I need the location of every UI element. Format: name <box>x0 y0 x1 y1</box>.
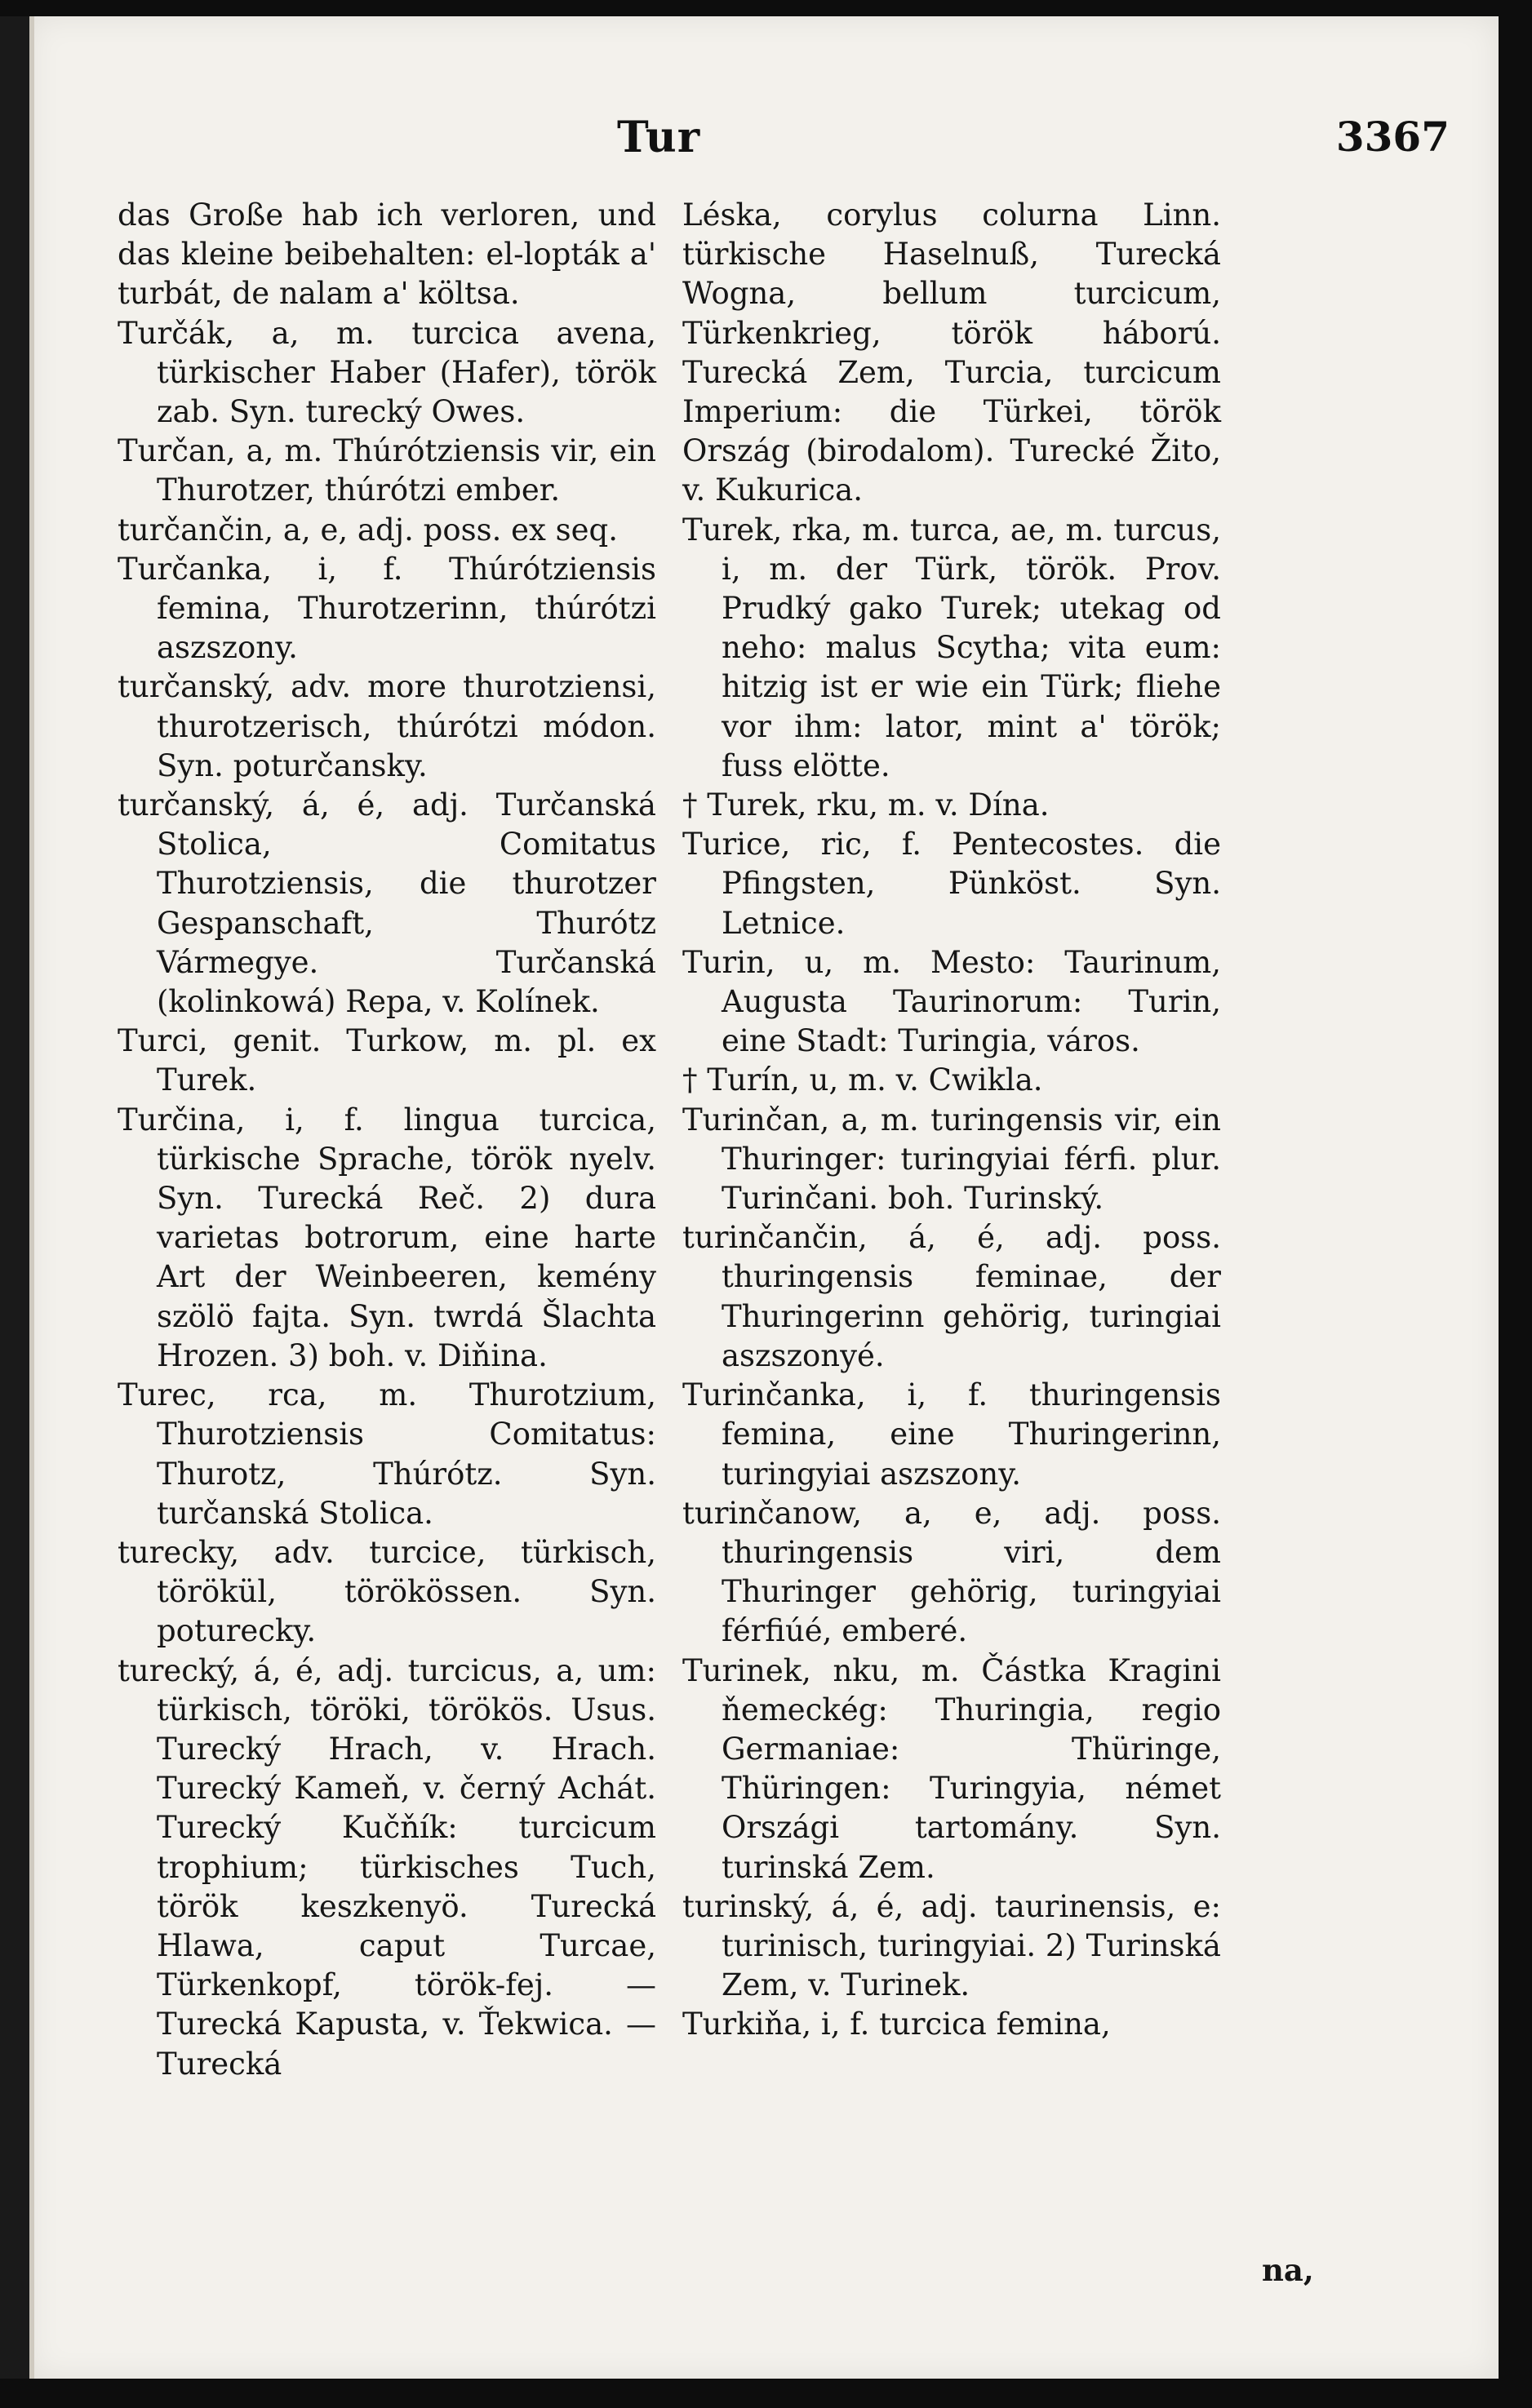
entry: turčanský, á, é, adj. Turčanská Stolica, Comitatus Thurotziensis, die thurotzer Gespanschaft, Thurótz Vármegye. Turčanská (kolinkowá) Repa, v. Kolínek. <box>118 787 656 1020</box>
binding-gutter <box>29 16 34 2379</box>
right-column <box>682 196 1221 2045</box>
running-head: Tur <box>617 113 701 162</box>
dictionary-page <box>29 16 1499 2379</box>
entry: turčanský, adv. more thurotziensi, thurotzerisch, thúrótzi módon. Syn. poturčansky. <box>118 669 656 783</box>
entry: Turice, ric, f. Pentecostes. die Pfingsten, Pünköst. Syn. Letnice. <box>682 827 1221 941</box>
entry: Turinčanka, i, f. thuringensis femina, eine Thuringerinn, turingyiai aszszony. <box>682 1377 1221 1492</box>
entry: Turci, genit. Turkow, m. pl. ex Turek. <box>118 1023 656 1098</box>
catchword: na, <box>1262 2252 1314 2288</box>
page-header <box>29 113 1499 186</box>
entry: † Turek, rku, m. v. Dína. <box>682 787 1050 823</box>
entry: Turčan, a, m. Thúrótziensis vir, ein Thurotzer, thúrótzi ember. <box>118 433 656 508</box>
entry: Turčina, i, f. lingua turcica, türkische Sprache, török nyelv. Syn. Turecká Reč. 2) dura varietas botrorum, eine harte Art der Weinbeeren, kemény szölö fajta. Syn. twrdá Šlachta Hrozen. 3) boh. v. Diňina. <box>118 1102 656 1373</box>
entry: das Große hab ich verloren, und das kleine beibehalten: el-lopták a' turbát, de nalam a' költsa. <box>118 197 656 312</box>
entry: Turinek, nku, m. Částka Kragini ňemeckég: Thuringia, regio Germaniae: Thüringe, Thüringen: Turingyia, német Országi tartomány. Syn. turinská Zem. <box>682 1652 1221 1885</box>
entry: turinčančin, á, é, adj. poss. thuringensis feminae, der Thuringerinn gehörig, turingiai aszszonyé. <box>682 1220 1221 1373</box>
entry: Turinčan, a, m. turingensis vir, ein Thuringer: turingyiai férfi. plur. Turinčani. boh. Turinský. <box>682 1102 1221 1217</box>
entry: Léska, corylus colurna Linn. türkische Haselnuß, Turecká Wogna, bellum turcicum, Türkenkrieg, török háború. Turecká Zem, Turcia, turcicum Imperium: die Türkei, török Ország (birodalom). Turecké Žito, v. Kukurica. <box>682 197 1221 508</box>
entry: turčančin, a, e, adj. poss. ex seq. <box>118 512 618 548</box>
entry: turinčanow, a, e, adj. poss. thuringensis viri, dem Thuringer gehörig, turingyiai férfiúé, emberé. <box>682 1495 1221 1649</box>
entry: Turek, rka, m. turca, ae, m. turcus, i, m. der Türk, török. Prov. Prudký gako Turek; utekag od neho: malus Scytha; vita eum: hitzig ist er wie ein Türk; fliehe vor ihm: lator, mint a' török; fuss elötte. <box>682 512 1221 783</box>
page-number: 3367 <box>1335 113 1450 161</box>
entry: Turkiňa, i, f. turcica femina, <box>682 2007 1111 2042</box>
entry: turecký, á, é, adj. turcicus, a, um: türkisch, töröki, törökös. Usus. Turecký Hrach, v. Hrach. Turecký Kameň, v. černý Achát. Turecký Kučňík: turcicum trophium; türkisches Tuch, török keszkenyö. Turecká Hlawa, caput Turcae, Türkenkopf, török-fej. — Turecká Kapusta, v. Ťekwica. — Turecká <box>118 1652 656 2082</box>
entry: Turčák, a, m. turcica avena, türkischer Haber (Hafer), török zab. Syn. turecký Owes. <box>118 315 656 430</box>
entry: Turec, rca, m. Thurotzium, Thurotziensis Comitatus: Thurotz, Thúrótz. Syn. turčanská Stolica. <box>118 1377 656 1531</box>
entry: † Turín, u, m. v. Cwikla. <box>682 1062 1043 1098</box>
entry: turinský, á, é, adj. taurinensis, e: turinisch, turingyiai. 2) Turinská Zem, v. Turinek. <box>682 1888 1221 2003</box>
left-column <box>118 196 656 2084</box>
entry: Turin, u, m. Mesto: Taurinum, Augusta Taurinorum: Turin, eine Stadt: Turingia, város. <box>682 944 1221 1059</box>
scan-edge <box>0 16 29 2379</box>
entry: turecky, adv. turcice, türkisch, törökül, törökössen. Syn. poturecky. <box>118 1534 656 1649</box>
entry: Turčanka, i, f. Thúrótziensis femina, Thurotzerinn, thúrótzi aszszony. <box>118 551 656 666</box>
